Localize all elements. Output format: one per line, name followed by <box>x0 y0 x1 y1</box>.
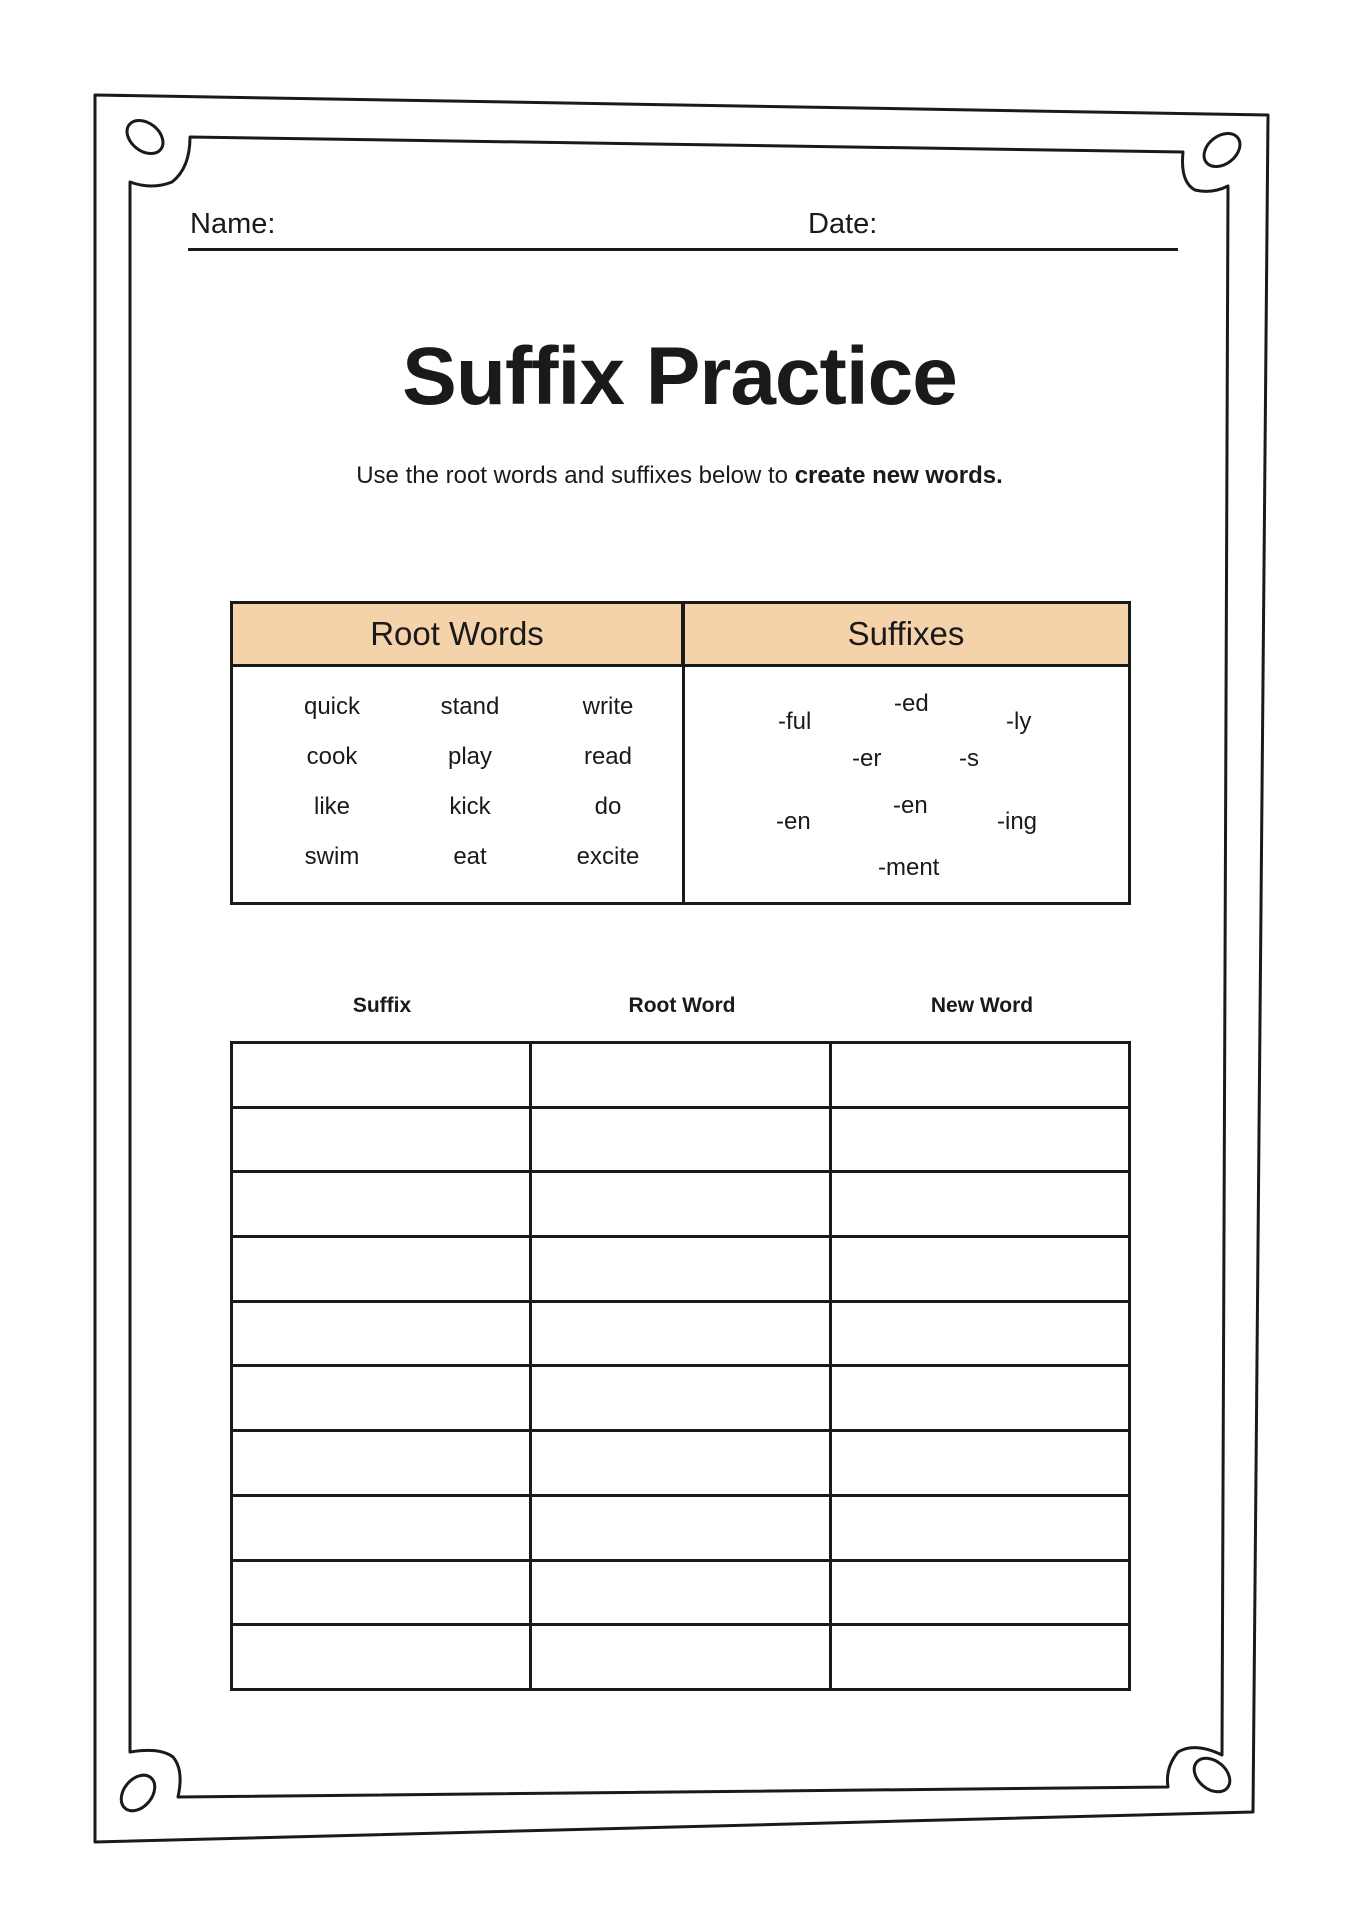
suffix-answer-cell[interactable] <box>232 1237 531 1302</box>
suffix-item: -er <box>852 745 882 772</box>
root-word: stand <box>440 693 500 720</box>
answer-row <box>232 1043 1130 1108</box>
suffix-answer-cell[interactable] <box>232 1301 531 1366</box>
root-words-list <box>263 692 677 871</box>
root-word: write <box>582 693 634 720</box>
new-word-answer-cell[interactable] <box>830 1172 1129 1237</box>
new-word-answer-cell[interactable] <box>830 1366 1129 1431</box>
new-word-answer-cell[interactable] <box>830 1495 1129 1560</box>
instructions-bold: create new words. <box>794 462 1003 489</box>
answer-row <box>232 1560 1130 1625</box>
answer-row <box>232 1431 1130 1496</box>
suffix-answer-cell[interactable] <box>232 1625 531 1690</box>
root-word-answer-cell[interactable] <box>531 1237 830 1302</box>
answer-row <box>232 1172 1130 1237</box>
word-bank-divider <box>682 604 685 902</box>
root-word: do <box>594 793 622 820</box>
suffix-item: -en <box>893 792 928 819</box>
answer-row <box>232 1495 1130 1560</box>
root-word-answer-cell[interactable] <box>531 1366 830 1431</box>
answer-row <box>232 1366 1130 1431</box>
suffixes-header: Suffixes <box>684 604 1128 667</box>
suffix-item: -ment <box>878 854 940 881</box>
suffix-item: -en <box>776 808 811 835</box>
column-header-root-word: Root Word <box>628 994 736 1017</box>
root-word: cook <box>306 743 358 770</box>
root-word: swim <box>304 843 360 870</box>
new-word-answer-cell[interactable] <box>830 1107 1129 1172</box>
root-word: excite <box>576 843 640 870</box>
instructions-text: Use the root words and suffixes below to <box>356 462 795 489</box>
root-word: play <box>447 743 493 770</box>
root-words-header: Root Words <box>233 604 684 667</box>
root-word-answer-cell[interactable] <box>531 1625 830 1690</box>
name-label: Name: <box>190 208 276 240</box>
new-word-answer-cell[interactable] <box>830 1560 1129 1625</box>
instructions <box>0 462 1359 490</box>
suffix-item: -s <box>959 745 979 772</box>
new-word-answer-cell[interactable] <box>830 1237 1129 1302</box>
root-word-answer-cell[interactable] <box>531 1560 830 1625</box>
new-word-answer-cell[interactable] <box>830 1301 1129 1366</box>
root-word-answer-cell[interactable] <box>531 1301 830 1366</box>
page-title: Suffix Practice <box>402 331 957 422</box>
answer-row <box>232 1237 1130 1302</box>
root-word-answer-cell[interactable] <box>531 1172 830 1237</box>
suffix-answer-cell[interactable] <box>232 1043 531 1108</box>
new-word-answer-cell[interactable] <box>830 1043 1129 1108</box>
root-word-answer-cell[interactable] <box>531 1495 830 1560</box>
suffix-item: -ly <box>1006 708 1032 735</box>
root-word: kick <box>449 793 491 820</box>
new-word-answer-cell[interactable] <box>830 1625 1129 1690</box>
suffix-answer-cell[interactable] <box>232 1366 531 1431</box>
answer-table <box>230 1041 1131 1691</box>
word-bank <box>230 601 1131 905</box>
root-word: read <box>583 743 633 770</box>
answer-row <box>232 1301 1130 1366</box>
suffix-answer-cell[interactable] <box>232 1495 531 1560</box>
column-header-suffix: Suffix <box>352 994 412 1017</box>
suffix-answer-cell[interactable] <box>232 1172 531 1237</box>
suffix-item: -ed <box>894 690 929 717</box>
root-word: like <box>313 793 350 820</box>
suffix-item: -ful <box>778 708 812 735</box>
root-word: quick <box>303 693 361 720</box>
suffix-answer-cell[interactable] <box>232 1560 531 1625</box>
answer-table-body <box>232 1043 1130 1690</box>
new-word-answer-cell[interactable] <box>830 1431 1129 1496</box>
answer-row <box>232 1625 1130 1690</box>
date-label: Date: <box>808 208 878 240</box>
suffix-answer-cell[interactable] <box>232 1431 531 1496</box>
answer-row <box>232 1107 1130 1172</box>
root-word-answer-cell[interactable] <box>531 1431 830 1496</box>
root-word-answer-cell[interactable] <box>531 1043 830 1108</box>
name-date-writing-line[interactable] <box>188 248 1178 251</box>
suffix-answer-cell[interactable] <box>232 1107 531 1172</box>
column-header-new-word: New Word <box>930 994 1034 1017</box>
suffix-item: -ing <box>997 808 1038 835</box>
root-word-answer-cell[interactable] <box>531 1107 830 1172</box>
root-word: eat <box>453 843 487 870</box>
